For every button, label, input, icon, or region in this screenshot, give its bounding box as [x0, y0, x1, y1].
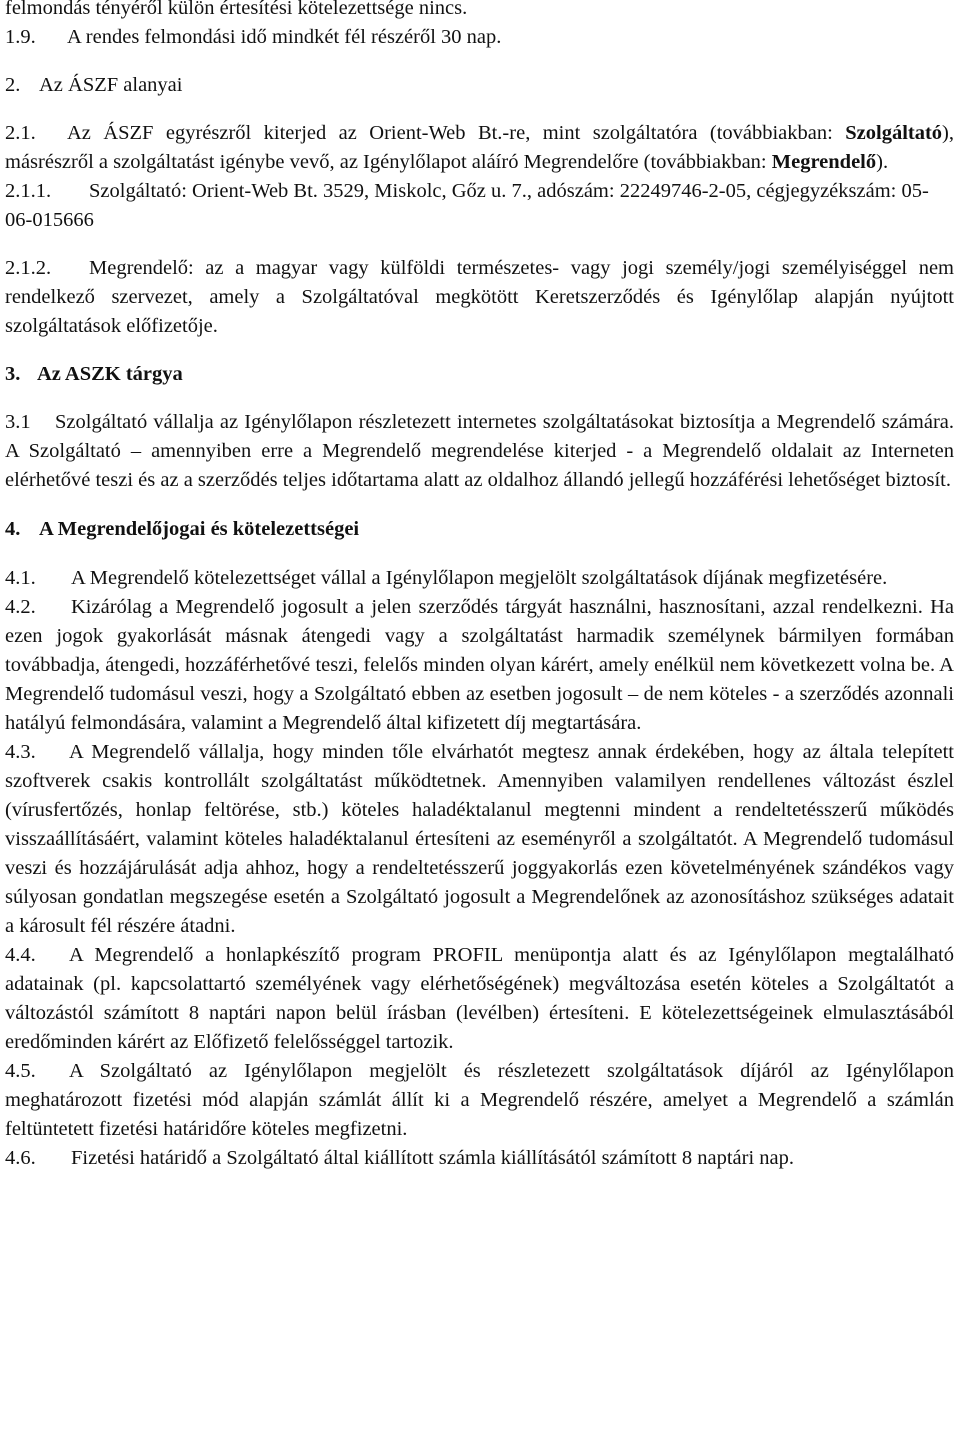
paragraph-text: A rendes felmondási idő mindkét fél részéről 30 nap.: [67, 26, 502, 48]
paragraph-number: 2.1.2.: [5, 257, 52, 279]
paragraph-2-1-1: [5, 177, 954, 235]
paragraph-text: Megrendelő: az a magyar vagy külföldi természetes- vagy jogi személy/jogi személyiséggel nem rendelkező szervezet, amely a Szolgáltatóval megkötött Keretszerződés és Igénylőlap alapján nyújtott szolgáltatások előfizetője.: [5, 257, 954, 337]
paragraph-2-1-2: [5, 254, 954, 341]
paragraph-text: Fizetési határidő a Szolgáltató által kiállított számla kiállításától számított 8 naptári nap.: [71, 1147, 794, 1169]
paragraph-number: 2.1.: [5, 122, 36, 144]
paragraph-text: Szolgáltató: Orient-Web Bt. 3529, Miskolc, Gőz u. 7., adószám: 22249746-2-05, cégjegyzékszám: 05-06-015666: [5, 180, 929, 231]
section-heading-4: [5, 515, 954, 544]
paragraph-1-9: [5, 23, 954, 52]
paragraph-4-2: [5, 593, 954, 738]
paragraph-text: A Szolgáltató az Igénylőlapon megjelölt és részletezett szolgáltatások díjáról az Igénylőlapon meghatározott fizetési mód alapján számlát állít ki a Megrendelő részére, amelyet a Megrendelő a számlán feltüntetett fizetési határidőre köteles megfizetni.: [5, 1060, 954, 1140]
paragraph-number: 4.2.: [5, 596, 36, 618]
text-line-top: felmondás tényéről külön értesítési kötelezettsége nincs.: [5, 0, 468, 19]
paragraph-4-5: [5, 1057, 954, 1144]
paragraph-text: Kizárólag a Megrendelő jogosult a jelen szerződés tárgyát használni, hasznosítani, azzal rendelkezni. Ha ezen jogok gyakorlását másnak átengedi vagy a szolgáltatást harmadik személynek bármilyen formában továbbadja, átengedi, hozzáférhetővé teszi, felelős minden olyan kárért, amely enélkül nem következett volna be. A Megrendelő tudomásul veszi, hogy a Szolgáltató ebben az esetben jogosult – de nem köteles - a szerződés azonnali hatályú felmondására, valamint a Megrendelő által kifizetett díj megtartására.: [5, 596, 954, 734]
section-number: 2.: [5, 74, 21, 96]
section-title: Az ÁSZF alanyai: [39, 74, 183, 96]
paragraph-text-part: Az ÁSZF egyrészről kiterjed az Orient-Web Bt.-re, mint szolgáltatóra (továbbiakban:: [67, 122, 846, 144]
term-megrendelo: Megrendelő: [771, 151, 877, 173]
section-number: 3.: [5, 363, 21, 385]
paragraph-text: Szolgáltató vállalja az Igénylőlapon részletezett internetes szolgáltatásokat biztosítja a Megrendelő számára. A Szolgáltató – amennyiben erre a Megrendelő megrendelése kiterjed - a Megrendelő oldalait az Interneten elérhetővé teszi és az a szerződés teljes időtartama alatt az oldalhoz állandó jellegű hozzáférési lehetőséget biztosít.: [5, 411, 954, 491]
paragraph-number: 3.1: [5, 411, 31, 433]
paragraph-text: A Megrendelő kötelezettséget vállal a Igénylőlapon megjelölt szolgáltatások díjának megfizetésére.: [71, 567, 888, 589]
paragraph-3-1: [5, 408, 954, 495]
paragraph-2-1: [5, 119, 954, 177]
paragraph-number: 2.1.1.: [5, 180, 52, 202]
paragraph-text-part: ), másrészről a szolgáltatást igénybe vevő, az Igénylőlapot aláíró Megrendelőre (továbbiakban:: [5, 122, 954, 173]
paragraph-number: 4.4.: [5, 944, 36, 966]
paragraph-number: 4.6.: [5, 1147, 36, 1169]
section-title: A Megrendelőjogai és kötelezettségei: [39, 518, 360, 540]
paragraph-4-1: [5, 564, 954, 593]
paragraph-text: A Megrendelő a honlapkészítő program PROFIL menüpontja alatt és az Igénylőlapon megtalálható adatainak (pl. kapcsolattartó személyének vagy elérhetőségének) megváltozása esetén köteles a Szolgáltatót a változástól számított 8 naptári napon belül írásban (levélben) értesíteni. E kötelezettségeinek elmulasztásából eredőminden kárért az Előfizető felelősséggel tartozik.: [5, 944, 954, 1053]
paragraph-number: 4.5.: [5, 1060, 36, 1082]
section-heading-2: [5, 71, 954, 100]
paragraph-4-3: [5, 738, 954, 941]
section-heading-3: [5, 360, 954, 389]
paragraph-number: 1.9.: [5, 26, 36, 48]
paragraph-number: 4.3.: [5, 741, 36, 763]
term-szolgaltato: Szolgáltató: [845, 122, 943, 144]
section-title: Az ASZK tárgya: [37, 363, 183, 385]
paragraph-number: 4.1.: [5, 567, 36, 589]
paragraph-text-part: ).: [876, 151, 889, 173]
section-number: 4.: [5, 518, 21, 540]
paragraph-text: A Megrendelő vállalja, hogy minden tőle elvárhatót megtesz annak érdekében, hogy az általa telepített szoftverek csakis kontrollált szolgáltatást működtetnek. Amennyiben valamilyen rendellenes változást észlel (vírusfertőzés, honlap feltörése, stb.) köteles haladéktalanul megtenni mindent a rendeltetésszerű működés visszaállításáért, valamint köteles haladéktalanul értesíteni az eseményről a szolgáltatót. A Megrendelő tudomásul veszi és hozzájárulását adja ahhoz, hogy a rendeltetésszerű joggyakorlás ezen követelményének szándékos vagy súlyosan gondatlan megszegése esetén a Szolgáltató jogosult a Megrendelőnek az azonosításhoz szükséges adatait a károsult fél részére átadni.: [5, 741, 954, 937]
paragraph-4-4: [5, 941, 954, 1057]
paragraph-4-6: [5, 1144, 954, 1173]
